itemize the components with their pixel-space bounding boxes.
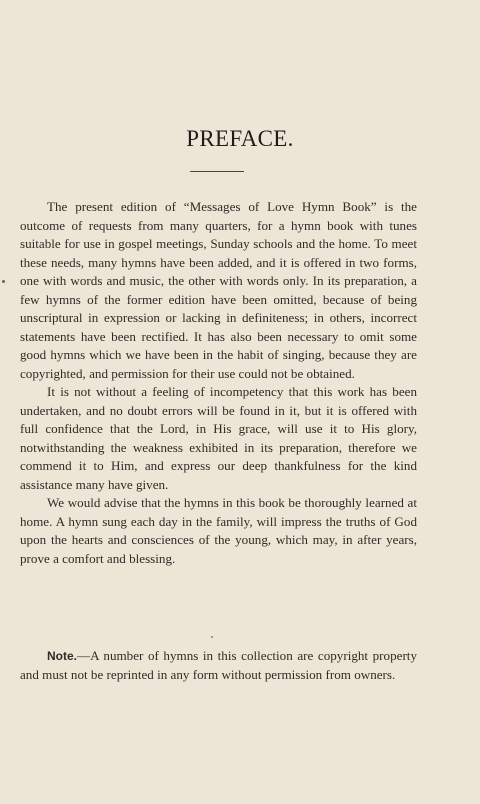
- margin-mark: [2, 280, 5, 283]
- note-label: Note.: [47, 649, 77, 663]
- title-rule: [190, 171, 244, 172]
- copyright-note: [20, 647, 417, 684]
- paragraph: It is not without a feeling of incompetency that this work has been undertaken, and no doubt errors will be found in it, but it is offered with full confidence that the Lord, in His grace, will use it to His glory, notwithstanding the weakness exhibited in its preparation, therefore we commend it to Him, and express our deep thankfulness for the kind assistance many have given.: [20, 384, 417, 492]
- preface-body: [20, 198, 417, 568]
- ink-speck: [211, 636, 213, 638]
- note-text: —A number of hymns in this collection are copyright property and must not be reprinted in any form without permission from owners.: [20, 648, 417, 682]
- page-title: PREFACE.: [186, 126, 294, 151]
- paragraph: We would advise that the hymns in this book be thoroughly learned at home. A hymn sung each day in the family, will impress the truths of God upon the hearts and consciences of the young, which may, in after years, prove a comfort and blessing.: [20, 495, 417, 566]
- paragraph: The present edition of “Messages of Love Hymn Book” is the outcome of requests from many quarters, for a hymn book with tunes suitable for use in gospel meetings, Sunday schools and the home. To meet these needs, many hymns have been added, and it is offered in two forms, one with words and music, the other with words only. In its preparation, a few hymns of the former edition have been omitted, because of being unscriptural in expression or lacking in definiteness; in others, incorrect statements have been rectified. It has also been necessary to omit some good hymns which we have been in the habit of singing, because they are copyrighted, and permission for their use could not be obtained.: [20, 199, 417, 381]
